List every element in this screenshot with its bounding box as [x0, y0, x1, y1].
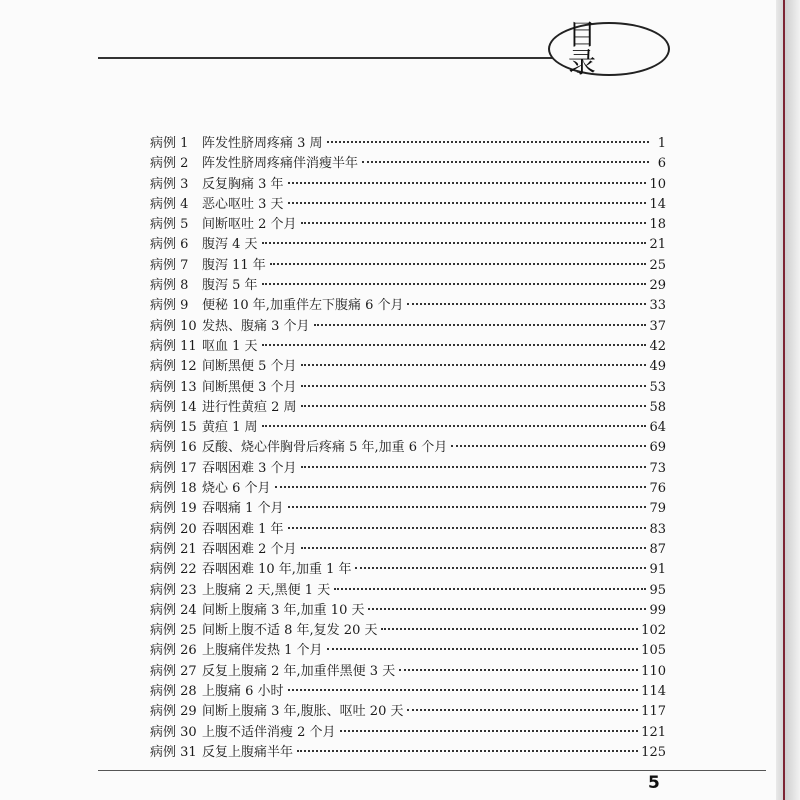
- dot-leader: [362, 161, 649, 163]
- case-number: 病例 27: [150, 663, 197, 679]
- case-title: 发热、腹痛 3 个月: [202, 318, 310, 334]
- dot-leader: [262, 425, 647, 427]
- case-title: 间断呕吐 2 个月: [202, 217, 297, 233]
- toc-entry: [150, 195, 666, 215]
- case-title: 阵发性脐周疼痛 3 周: [202, 136, 323, 151]
- toc-entry: [150, 256, 666, 276]
- toc-entry: [150, 418, 666, 438]
- dot-leader: [288, 202, 647, 204]
- case-number: 病例 25: [150, 623, 197, 639]
- case-page-number: 117: [641, 704, 666, 720]
- case-number: 病例 24: [150, 602, 197, 618]
- toc-entry: [150, 520, 666, 540]
- case-title: 上腹痛 2 天,黑便 1 天: [202, 582, 331, 598]
- toc-entry: [150, 581, 666, 601]
- case-number: 病例 8: [150, 278, 189, 294]
- case-page-number: 73: [649, 460, 666, 476]
- toc-entry: [150, 540, 666, 560]
- toc-entry: [150, 702, 666, 722]
- dot-leader: [327, 648, 639, 650]
- toc-entry: [150, 337, 666, 357]
- case-title: 反复胸痛 3 年: [202, 176, 284, 192]
- case-title: 腹泻 4 天: [202, 237, 258, 253]
- case-page-number: 10: [649, 176, 666, 192]
- dot-leader: [301, 222, 647, 224]
- toc-entry: [150, 134, 666, 154]
- case-number: 病例 13: [150, 379, 197, 395]
- dot-leader: [381, 628, 638, 630]
- case-page-number: 18: [649, 217, 666, 233]
- case-title: 进行性黄疸 2 周: [202, 399, 297, 415]
- case-title: 上腹不适伴消瘦 2 个月: [202, 724, 336, 740]
- dot-leader: [270, 263, 647, 265]
- case-page-number: 42: [649, 338, 666, 354]
- case-page-number: 53: [649, 379, 666, 395]
- case-title: 上腹痛伴发热 1 个月: [202, 643, 323, 659]
- case-number: 病例 6: [150, 237, 189, 253]
- dot-leader: [368, 608, 646, 610]
- toc-entry: [150, 459, 666, 479]
- case-title: 腹泻 5 年: [202, 278, 258, 294]
- case-page-number: 1: [657, 136, 666, 151]
- toc-entry: [150, 560, 666, 580]
- case-number: 病例 26: [150, 643, 197, 659]
- case-number: 病例 10: [150, 318, 197, 334]
- case-number: 病例 5: [150, 217, 189, 233]
- case-title: 吞咽困难 2 个月: [202, 541, 297, 557]
- footer-rule: [98, 770, 766, 771]
- toc-entry: [150, 398, 666, 418]
- case-title: 反复上腹痛 2 年,加重伴黑便 3 天: [202, 663, 396, 679]
- case-number: 病例 12: [150, 359, 197, 375]
- case-page-number: 125: [641, 744, 666, 760]
- toc-entry: [150, 296, 666, 316]
- case-number: 病例 22: [150, 562, 197, 578]
- toc-entry: [150, 662, 666, 682]
- toc-entry: [150, 235, 666, 255]
- case-number: 病例 2: [150, 156, 189, 172]
- case-title: 间断上腹不适 8 年,复发 20 天: [202, 623, 378, 639]
- dot-leader: [340, 730, 639, 732]
- toc-entry: [150, 438, 666, 458]
- case-title: 烧心 6 个月: [202, 481, 271, 497]
- case-number: 病例 20: [150, 521, 197, 537]
- dot-leader: [327, 141, 649, 143]
- case-number: 病例 29: [150, 704, 197, 720]
- case-number: 病例 4: [150, 196, 189, 212]
- toc-entry: [150, 175, 666, 195]
- toc-entry: [150, 276, 666, 296]
- title-oval: [548, 18, 670, 79]
- toc-entry: [150, 723, 666, 743]
- dot-leader: [262, 344, 647, 346]
- case-title: 上腹痛 6 小时: [202, 684, 284, 700]
- case-number: 病例 31: [150, 744, 197, 760]
- case-page-number: 105: [641, 643, 666, 659]
- case-title: 间断上腹痛 3 年,腹胀、呕吐 20 天: [202, 704, 404, 720]
- case-number: 病例 17: [150, 460, 197, 476]
- case-page-number: 58: [649, 399, 666, 415]
- case-title: 吞咽困难 10 年,加重 1 年: [202, 562, 352, 578]
- case-number: 病例 15: [150, 420, 197, 436]
- dot-leader: [355, 567, 646, 569]
- case-page-number: 21: [649, 237, 666, 253]
- toc-entry: [150, 317, 666, 337]
- case-number: 病例 28: [150, 684, 197, 700]
- case-title: 反酸、烧心伴胸骨后疼痛 5 年,加重 6 个月: [202, 440, 448, 456]
- case-page-number: 25: [649, 257, 666, 273]
- toc-entry: [150, 743, 666, 763]
- toc-entry: [150, 499, 666, 519]
- case-number: 病例 23: [150, 582, 197, 598]
- case-page-number: 121: [641, 724, 666, 740]
- case-number: 病例 16: [150, 440, 197, 456]
- dot-leader: [275, 486, 647, 488]
- case-number: 病例 11: [150, 338, 197, 354]
- case-title: 间断黑便 5 个月: [202, 359, 297, 375]
- dot-leader: [301, 547, 647, 549]
- case-title: 腹泻 11 年: [202, 257, 266, 273]
- case-page-number: 91: [649, 562, 666, 578]
- page-edge-shadow: [776, 0, 800, 800]
- dot-leader: [288, 182, 647, 184]
- case-number: 病例 18: [150, 481, 197, 497]
- toc-entry: [150, 601, 666, 621]
- case-number: 病例 14: [150, 399, 197, 415]
- case-page-number: 33: [649, 298, 666, 314]
- dot-leader: [301, 385, 647, 387]
- case-number: 病例 30: [150, 724, 197, 740]
- dot-leader: [314, 324, 647, 326]
- case-number: 病例 7: [150, 257, 189, 273]
- case-title: 间断黑便 3 个月: [202, 379, 297, 395]
- dot-leader: [288, 506, 647, 508]
- case-title: 间断上腹痛 3 年,加重 10 天: [202, 602, 365, 618]
- dot-leader: [262, 242, 647, 244]
- case-page-number: 99: [649, 602, 666, 618]
- case-title: 反复上腹痛半年: [202, 744, 294, 760]
- case-number: 病例 9: [150, 298, 189, 314]
- case-page-number: 6: [657, 156, 666, 172]
- dot-leader: [334, 588, 646, 590]
- case-title: 阵发性脐周疼痛伴消瘦半年: [202, 156, 359, 172]
- dot-leader: [301, 364, 647, 366]
- toc-entry: [150, 641, 666, 661]
- case-number: 病例 21: [150, 541, 197, 557]
- case-title: 呕血 1 天: [202, 338, 258, 354]
- case-page-number: 95: [649, 582, 666, 598]
- dot-leader: [407, 303, 646, 305]
- case-title: 恶心呕吐 3 天: [202, 196, 284, 212]
- case-page-number: 87: [649, 541, 666, 557]
- case-title: 黄疸 1 周: [202, 420, 258, 436]
- case-page-number: 114: [641, 684, 666, 700]
- toc-entry: [150, 357, 666, 377]
- case-page-number: 29: [649, 278, 666, 294]
- dot-leader: [399, 669, 638, 671]
- case-page-number: 110: [641, 663, 666, 679]
- case-page-number: 37: [649, 318, 666, 334]
- toc-entry: [150, 479, 666, 499]
- page-edge-line: [783, 0, 785, 800]
- case-page-number: 64: [649, 420, 666, 436]
- dot-leader: [301, 466, 647, 468]
- table-of-contents: [150, 134, 666, 763]
- case-page-number: 69: [649, 440, 666, 456]
- dot-leader: [288, 527, 647, 529]
- case-title: 吞咽痛 1 个月: [202, 501, 284, 517]
- case-page-number: 14: [649, 196, 666, 212]
- toc-entry: [150, 154, 666, 174]
- case-page-number: 79: [649, 501, 666, 517]
- toc-entry: [150, 682, 666, 702]
- case-number: 病例 1: [150, 136, 189, 151]
- page-number: 5: [648, 773, 660, 793]
- case-page-number: 49: [649, 359, 666, 375]
- case-page-number: 83: [649, 521, 666, 537]
- dot-leader: [407, 709, 638, 711]
- case-number: 病例 19: [150, 501, 197, 517]
- case-title: 便秘 10 年,加重伴左下腹痛 6 个月: [202, 298, 404, 314]
- dot-leader: [288, 689, 639, 691]
- case-title: 吞咽困难 1 年: [202, 521, 284, 537]
- dot-leader: [262, 283, 647, 285]
- toc-entry: [150, 215, 666, 235]
- case-page-number: 102: [641, 623, 666, 639]
- case-page-number: 76: [649, 481, 666, 497]
- case-number: 病例 3: [150, 176, 189, 192]
- page-title: 目 录: [568, 18, 615, 79]
- toc-entry: [150, 621, 666, 641]
- dot-leader: [301, 405, 647, 407]
- dot-leader: [297, 750, 638, 752]
- dot-leader: [451, 445, 646, 447]
- toc-entry: [150, 378, 666, 398]
- case-title: 吞咽困难 3 个月: [202, 460, 297, 476]
